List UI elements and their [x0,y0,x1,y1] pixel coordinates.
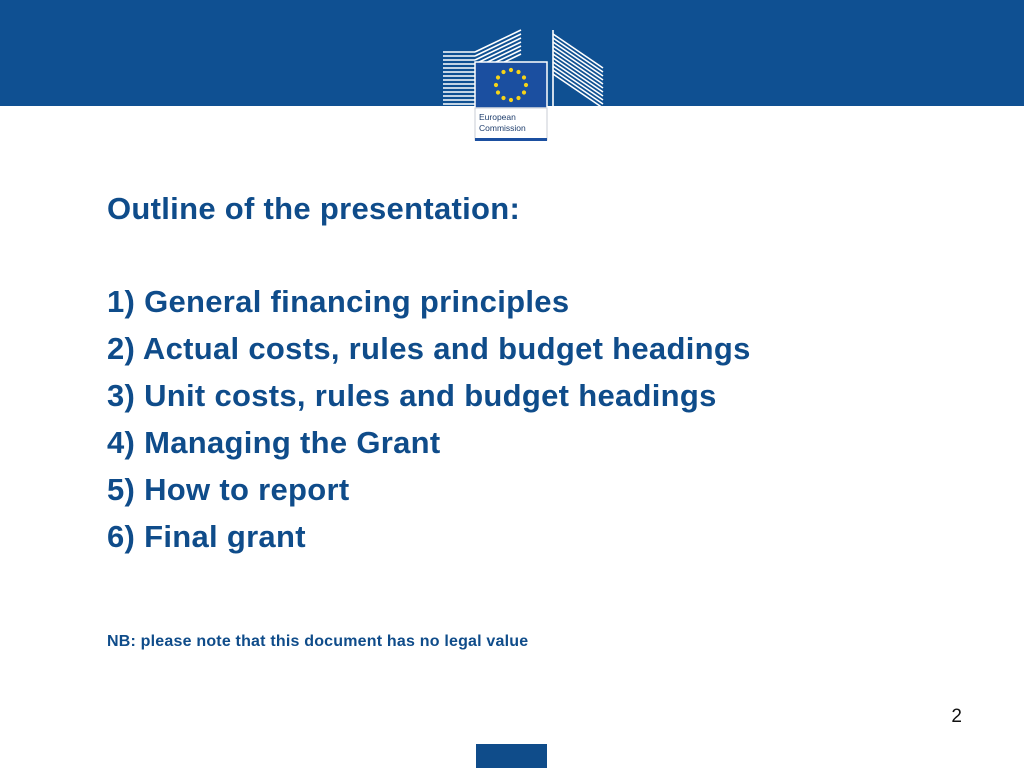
outline-list [107,284,751,566]
logo-text-european: European [479,112,516,122]
page-number: 2 [951,706,962,727]
outline-item: 3) Unit costs, rules and budget headings [107,378,717,413]
slide-title: Outline of the presentation: [107,191,521,226]
outline-item: 5) How to report [107,472,350,507]
outline-item: 2) Actual costs, rules and budget headings [107,331,751,366]
logo-text-commission: Commission [479,123,526,133]
outline-item: 4) Managing the Grant [107,425,441,460]
european-commission-logo [441,28,607,144]
outline-item: 1) General financing principles [107,284,570,319]
outline-item: 6) Final grant [107,519,306,554]
footer-tab [476,744,547,768]
building-lines-right [553,30,603,108]
legal-note: NB: please note that this document has no legal value [107,633,529,650]
